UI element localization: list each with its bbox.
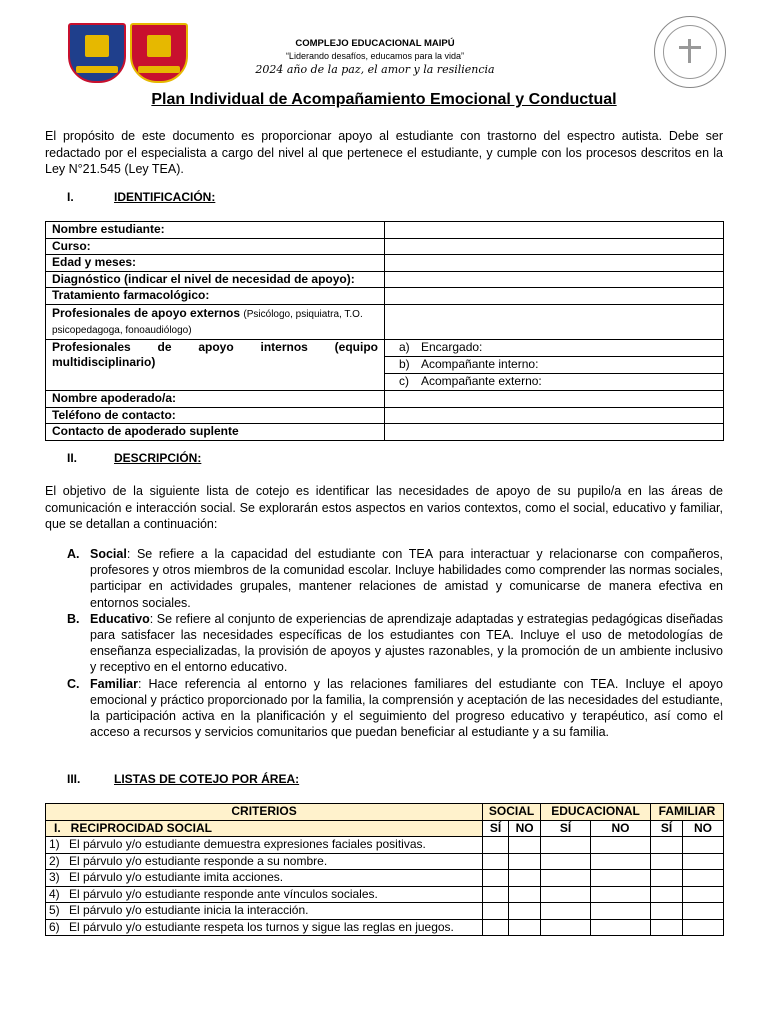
educational-no-header: NO [591,820,651,837]
criterion-number: 5) [49,903,60,917]
identification-table [45,221,724,441]
criterion-cell [46,886,483,903]
item-text: Acompañante interno: [421,356,539,371]
criterion-number: 1) [49,837,60,851]
criterion-text: El párvulo y/o estudiante imita acciones. [69,870,284,884]
table-row [46,238,724,255]
criterion-text: El párvulo y/o estudiante demuestra expresiones faciales positivas. [69,837,426,851]
phone-value[interactable] [385,407,724,424]
internal-item-internal-companion[interactable] [385,357,723,374]
table-row [46,391,724,408]
phone-label: Teléfono de contacto: [46,407,385,424]
alt-guardian-value[interactable] [385,424,724,441]
family-no-cell[interactable] [682,853,723,870]
internal-professionals-cell [385,339,724,391]
item-marker: a) [399,339,410,354]
criterion-cell [46,919,483,936]
criterion-number: 2) [49,853,60,868]
document-title: Plan Individual de Acompañamiento Emocional y Conductual [151,91,617,108]
course-value[interactable] [385,238,724,255]
list-item [67,611,723,676]
criterion-text: El párvulo y/o estudiante responde a su nombre. [69,853,328,868]
table-row [46,903,724,920]
social-no-cell[interactable] [509,837,541,854]
educational-no-cell[interactable] [591,853,651,870]
social-no-header: NO [509,820,541,837]
item-marker: b) [399,356,410,371]
educational-yes-cell[interactable] [541,870,591,887]
educational-no-cell[interactable] [591,919,651,936]
diagnosis-label: Diagnóstico (indicar el nivel de necesidad de apoyo): [46,271,385,288]
criterion-number: 3) [49,870,60,884]
school-motto: “Liderando desafíos, educamos para la vida” [285,51,465,61]
alt-guardian-label: Contacto de apoderado suplente [46,424,385,441]
table-row [46,919,724,936]
educational-yes-cell[interactable] [541,903,591,920]
educational-no-cell[interactable] [591,837,651,854]
section-number: I. [67,190,74,204]
table-row [46,837,724,854]
section-number: II. [67,451,78,465]
table-row [46,304,724,339]
social-header: SOCIAL [483,804,541,821]
criterion-cell [46,837,483,854]
table-row [46,886,724,903]
age-value[interactable] [385,255,724,272]
criterion-text: El párvulo y/o estudiante inicia la interacción. [69,903,309,917]
educational-yes-header: SÍ [541,820,591,837]
school-crest-logo-left [68,23,126,83]
item-letter: A. [67,547,80,561]
social-yes-cell[interactable] [483,903,509,920]
list-item [67,676,723,741]
educational-yes-cell[interactable] [541,837,591,854]
item-term: Educativo [90,611,150,626]
item-term: Social [90,547,127,561]
internal-item-external-companion[interactable] [385,374,723,390]
family-yes-cell[interactable] [651,903,683,920]
item-text: Encargado: [421,339,483,354]
section-label: LISTAS DE COTEJO POR ÁREA: [114,772,300,786]
external-professionals-label [46,304,385,339]
family-no-cell[interactable] [682,903,723,920]
social-no-cell[interactable] [509,903,541,920]
checklist-table [45,803,724,936]
family-no-cell[interactable] [682,837,723,854]
social-no-cell[interactable] [509,853,541,870]
item-text: Acompañante externo: [421,374,542,389]
social-yes-cell[interactable] [483,886,509,903]
social-yes-cell[interactable] [483,837,509,854]
family-no-cell[interactable] [682,870,723,887]
social-no-cell[interactable] [509,870,541,887]
table-row [46,424,724,441]
educational-no-cell[interactable] [591,903,651,920]
diagnosis-value[interactable] [385,271,724,288]
external-professionals-value[interactable] [385,304,724,339]
table-row [46,339,724,391]
internal-professionals-label: Profesionales de apoyo internos (equipo multidisciplinario) [46,339,385,391]
foundation-seal-icon [654,16,726,88]
table-subheader-row [46,820,724,837]
family-yes-cell[interactable] [651,870,683,887]
school-crest-logo-right [130,23,188,83]
item-text: : Se refiere al conjunto de experiencias de aprendizaje adaptadas y estrategias pedagógicas diseñadas para satisfacer las necesidades específicas de los estudiantes con TEA. Incluye el uso de metodologías de enseñanza especializadas, la provisión de apoyos y ajustes razonables, y la promoción de un ambiente inclusivo y receptivo en el entorno educativo. [90,611,723,675]
family-no-cell[interactable] [682,886,723,903]
educational-no-cell[interactable] [591,886,651,903]
social-yes-header: SÍ [483,820,509,837]
student-name-label: Nombre estudiante: [46,222,385,239]
table-row [46,870,724,887]
external-professionals-note: (Psicólogo, psiquiatra, T.O. psicopedagoga, fonoaudiólogo) [52,308,363,336]
list-item [67,546,723,611]
item-text: : Se refiere a la capacidad del estudiante con TEA para interactuar y relacionarse con compañeros, profesores y otros miembros de la comunidad escolar. Incluye habilidades como comprender las normas sociales, participar en actividades grupales, mantener relaciones de amistad y comunicarse de manera efectiva en entornos sociales. [90,547,723,610]
table-row [46,271,724,288]
treatment-value[interactable] [385,288,724,305]
section-identification-heading [67,190,215,204]
criterion-number: 4) [49,886,60,901]
criterion-cell [46,903,483,920]
table-header-row [46,804,724,821]
table-row [46,255,724,272]
table-row [46,407,724,424]
group-title: I. RECIPROCIDAD SOCIAL [46,820,483,837]
section-description-heading [67,451,201,465]
guardian-label: Nombre apoderado/a: [46,391,385,408]
item-marker: c) [399,374,409,389]
age-label: Edad y meses: [46,255,385,272]
item-letter: C. [67,676,80,691]
guardian-value[interactable] [385,391,724,408]
family-yes-cell[interactable] [651,853,683,870]
treatment-label: Tratamiento farmacológico: [46,288,385,305]
educational-yes-cell[interactable] [541,919,591,936]
social-yes-cell[interactable] [483,870,509,887]
item-letter: B. [67,611,80,626]
educational-header: EDUCACIONAL [541,804,651,821]
family-yes-header: SÍ [651,820,683,837]
areas-list [67,546,723,740]
criteria-header: CRITERIOS [46,804,483,821]
criterion-text: El párvulo y/o estudiante responde ante vínculos sociales. [69,886,378,901]
section-number: III. [67,772,81,786]
family-no-header: NO [682,820,723,837]
educational-yes-cell[interactable] [541,886,591,903]
social-yes-cell[interactable] [483,919,509,936]
school-name: COMPLEJO EDUCACIONAL MAIPÚ [295,38,455,49]
table-row [46,853,724,870]
educational-no-cell[interactable] [591,870,651,887]
item-text: : Hace referencia al entorno y las relaciones familiares del estudiante con TEA. Incluye el apoyo emocional y práctico proporcionado por la familia, la comprensión y aceptación de las necesidades del estudiante, la participación activa en la planificación y el seguimiento del progreso educativo y terapéutico, así como el acceso a recursos y servicios comunitarios que puedan beneficiar al estudiante y a su familia. [90,676,723,740]
criterion-cell [46,870,483,887]
student-name-value[interactable] [385,222,724,239]
section-label: DESCRIPCIÓN: [114,451,202,465]
internal-item-manager[interactable] [385,340,723,357]
criterion-cell [46,853,483,870]
section-checklist-heading [67,772,299,786]
social-yes-cell[interactable] [483,853,509,870]
table-row [46,288,724,305]
external-professionals-title: Profesionales de apoyo externos [52,305,241,320]
table-row [46,222,724,239]
intro-paragraph: El propósito de este documento es proporcionar apoyo al estudiante con trastorno del espectro autista. Debe ser redactado por el especialista a cargo del nivel al que pertenece el estudiante, y cumple con los procesos descritos en la Ley N°21.545 (Ley TEA). [45,129,723,176]
criterion-text: El párvulo y/o estudiante respeta los turnos y sigue las reglas en juegos. [69,919,454,934]
social-no-cell[interactable] [509,919,541,936]
social-no-cell[interactable] [509,886,541,903]
family-yes-cell[interactable] [651,919,683,936]
educational-yes-cell[interactable] [541,853,591,870]
year-motto: 2024 año de la paz, el amor y la resiliencia [255,63,495,76]
criterion-number: 6) [49,919,60,934]
family-yes-cell[interactable] [651,837,683,854]
item-term: Familiar [90,676,138,691]
family-yes-cell[interactable] [651,886,683,903]
course-label: Curso: [46,238,385,255]
family-no-cell[interactable] [682,919,723,936]
section-label: IDENTIFICACIÓN: [114,190,216,204]
family-header: FAMILIAR [651,804,724,821]
description-intro: El objetivo de la siguiente lista de cotejo es identificar las necesidades de apoyo de su pupilo/a en las áreas de comunicación e interacción social. Se explorarán estos aspectos en varios contextos, como el social, educativo y familiar, que se detallan a continuación: [45,484,723,531]
